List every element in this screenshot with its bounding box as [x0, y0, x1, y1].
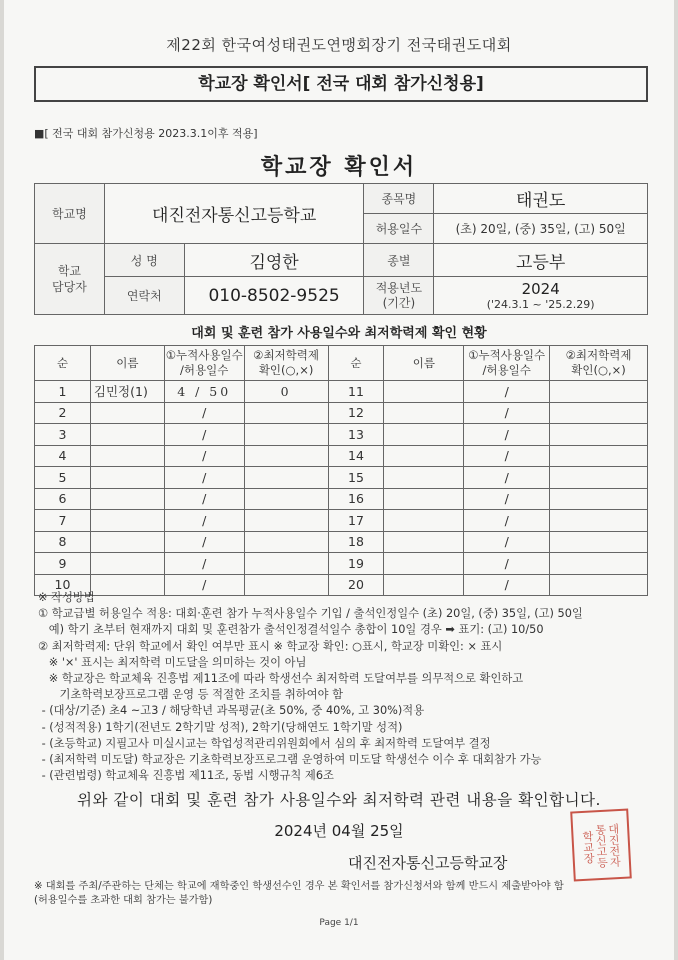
row-name — [384, 445, 464, 467]
row-days: / — [464, 510, 550, 532]
row-no: 4 — [35, 445, 91, 467]
row-no: 13 — [328, 424, 384, 446]
row-check — [244, 467, 328, 489]
row-no: 16 — [328, 488, 384, 510]
row-check — [244, 553, 328, 575]
table-row — [35, 467, 648, 489]
category-label: 종별 — [364, 244, 434, 277]
row-check — [550, 510, 648, 532]
row-check — [244, 402, 328, 424]
row-name — [90, 424, 164, 446]
year-value: 2024 — [521, 280, 560, 298]
main-title: 학교장 확인서 — [260, 155, 418, 180]
row-no: 17 — [328, 510, 384, 532]
section-title: 대회 및 훈련 참가 사용일수와 최저학력제 확인 현황 — [191, 326, 487, 341]
header-check: ②최저학력제 확인(○,×) — [244, 346, 328, 381]
row-name — [384, 488, 464, 510]
row-days: / — [464, 424, 550, 446]
row-check — [550, 531, 648, 553]
row-name — [384, 402, 464, 424]
row-days: / — [464, 402, 550, 424]
table-row — [35, 531, 648, 553]
row-check — [244, 510, 328, 532]
school-label: 학교명 — [35, 184, 105, 244]
row-no: 2 — [35, 402, 91, 424]
method-line: ① 학교급별 허용일수 적용: 대회·훈련 참가 누적사용일수 기입 / 출석인정일수 (초) 20일, (중) 35일, (고) 50일 — [38, 607, 583, 621]
row-name — [90, 445, 164, 467]
row-no: 3 — [35, 424, 91, 446]
table-row — [35, 381, 648, 403]
table-row — [35, 445, 648, 467]
event-value: 태권도 — [434, 184, 648, 214]
category-value: 고등부 — [434, 244, 648, 277]
row-days: / — [164, 488, 244, 510]
method-line: - (관련법령) 학교체육 진흥법 제11조, 동법 시행규칙 제6조 — [38, 769, 334, 783]
row-days: / — [164, 424, 244, 446]
confirmation-statement: 위와 같이 대회 및 훈련 참가 사용일수와 최저학력 관련 내용을 확인합니다. — [77, 791, 601, 809]
header-no: 순 — [35, 346, 91, 381]
row-no: 19 — [328, 553, 384, 575]
row-days: / — [464, 467, 550, 489]
row-days: / — [164, 510, 244, 532]
row-check — [550, 467, 648, 489]
event-title: 제22회 한국여성태권도연맹회장기 전국태권도대회 — [166, 36, 512, 54]
row-name — [90, 510, 164, 532]
table-row — [35, 424, 648, 446]
roster-table — [34, 345, 648, 596]
row-days: / — [164, 553, 244, 575]
method-line: ※ 학교장은 학교체육 진흥법 제11조에 따라 학생선수 최저학력 도달여부를 의무적으로 확인하고 — [38, 672, 524, 686]
allowed-days-label: 허용일수 — [364, 214, 434, 244]
row-name — [90, 467, 164, 489]
row-days: / — [164, 574, 244, 596]
school-value: 대진전자통신고등학교 — [104, 184, 364, 244]
principal-signature-line: 대진전자통신고등학교장 — [348, 854, 508, 872]
row-check — [550, 402, 648, 424]
method-line: ※ '×' 표시는 최저학력 미도달을 의미하는 것이 아님 — [38, 655, 307, 669]
row-name — [90, 402, 164, 424]
roster-header-row — [35, 346, 648, 381]
row-name — [90, 553, 164, 575]
row-days: / — [164, 445, 244, 467]
row-check — [550, 553, 648, 575]
row-name — [384, 467, 464, 489]
row-no: 9 — [35, 553, 91, 575]
row-no: 7 — [35, 510, 91, 532]
row-no: 12 — [328, 402, 384, 424]
table-row — [35, 402, 648, 424]
row-name — [90, 488, 164, 510]
row-no: 10 — [35, 574, 91, 596]
header-check-2: ②최저학력제 확인(○,×) — [550, 346, 648, 381]
row-name — [384, 510, 464, 532]
header-name: 이름 — [90, 346, 164, 381]
row-check: 0 — [244, 381, 328, 403]
page-number: Page 1/1 — [319, 918, 359, 928]
row-check — [244, 531, 328, 553]
row-no: 20 — [328, 574, 384, 596]
year-label: 적용년도 (기간) — [364, 277, 434, 315]
row-no: 6 — [35, 488, 91, 510]
header-days-2: ①누적사용일수 /허용일수 — [464, 346, 550, 381]
row-days: / — [164, 531, 244, 553]
row-days: / — [464, 381, 550, 403]
row-check — [550, 424, 648, 446]
row-days: / — [464, 574, 550, 596]
contact-value: 010-8502-9525 — [184, 277, 364, 315]
row-days: / — [164, 467, 244, 489]
table-row — [35, 488, 648, 510]
method-title: ※ 작성방법 — [38, 591, 95, 604]
row-name — [384, 553, 464, 575]
issue-date: 2024년 04월 25일 — [274, 822, 404, 840]
method-line: ② 최저학력제: 단위 학교에서 확인 여부만 표시 ※ 학교장 확인: ○표시, 학교장 미확인: × 표시 — [38, 639, 503, 653]
row-days: / — [464, 531, 550, 553]
header-days: ①누적사용일수 /허용일수 — [164, 346, 244, 381]
row-days: 4 / 50 — [164, 381, 244, 403]
row-days: / — [464, 553, 550, 575]
year-cell — [434, 277, 648, 315]
row-check — [550, 381, 648, 403]
row-no: 1 — [35, 381, 91, 403]
row-check — [550, 488, 648, 510]
row-no: 14 — [328, 445, 384, 467]
row-name — [384, 424, 464, 446]
row-no: 5 — [35, 467, 91, 489]
method-line: 기초학력보장프로그램 운영 등 적절한 조치를 취하여야 함 — [38, 688, 344, 702]
table-row — [35, 510, 648, 532]
row-name — [90, 531, 164, 553]
document-page — [4, 0, 674, 960]
event-label: 종목명 — [364, 184, 434, 214]
method-line: 예) 학기 초부터 현재까지 대회 및 훈련참가 출석인정결석일수 총합이 10일 경우 ➡ 표기: (고) 10/50 — [38, 623, 544, 637]
method-line: - (최저학력 미도달) 학교장은 기초학력보장프로그램 운영하여 미도달 학생선수 이수 후 대회참가 가능 — [38, 753, 542, 767]
row-no: 18 — [328, 531, 384, 553]
row-check — [244, 488, 328, 510]
row-days: / — [164, 402, 244, 424]
staff-label: 학교 담당자 — [35, 244, 105, 315]
row-name — [384, 381, 464, 403]
row-name: 김민정(1) — [90, 381, 164, 403]
document-box-title: 학교장 확인서[ 전국 대회 참가신청용] — [34, 66, 648, 102]
row-no: 8 — [35, 531, 91, 553]
name-value: 김영한 — [184, 244, 364, 277]
footer-note: ※ 대회를 주최/주관하는 단체는 학교에 재학중인 학생선수인 경우 본 확인서를 참가신청서와 함께 반드시 제출받아야 함 (허용일수를 초과한 대회 참가는 불가함) — [34, 881, 564, 906]
method-line: - (대상/기준) 초4 ~고3 / 해당학년 과목평균(초 50%, 중 40%, 고 30%)적용 — [38, 704, 425, 718]
row-days: / — [464, 445, 550, 467]
table-row — [35, 553, 648, 575]
method-line: - (초등학교) 지필고사 미실시교는 학업성적관리위원회에서 심의 후 최저학력 도달여부 결정 — [38, 736, 491, 750]
method-line: - (성적적용) 1학기(전년도 2학기말 성적), 2학기(당해연도 1학기말 성적) — [38, 720, 403, 734]
header-no-2: 순 — [328, 346, 384, 381]
school-info-table — [34, 183, 648, 315]
row-no: 11 — [328, 381, 384, 403]
name-label: 성 명 — [104, 244, 184, 277]
row-check — [244, 445, 328, 467]
allowed-days-value: (초) 20일, (중) 35일, (고) 50일 — [434, 214, 648, 244]
application-note: ■[ 전국 대회 참가신청용 2023.3.1이후 적용] — [34, 127, 258, 140]
row-check — [550, 445, 648, 467]
contact-label: 연락처 — [104, 277, 184, 315]
row-no: 15 — [328, 467, 384, 489]
official-seal: 대진전자 통신고등 학교장 — [570, 809, 632, 882]
writing-method — [38, 590, 658, 784]
row-check — [244, 424, 328, 446]
row-days: / — [464, 488, 550, 510]
row-name — [384, 531, 464, 553]
header-name-2: 이름 — [384, 346, 464, 381]
year-period: ('24.3.1 ~ '25.2.29) — [486, 298, 595, 311]
